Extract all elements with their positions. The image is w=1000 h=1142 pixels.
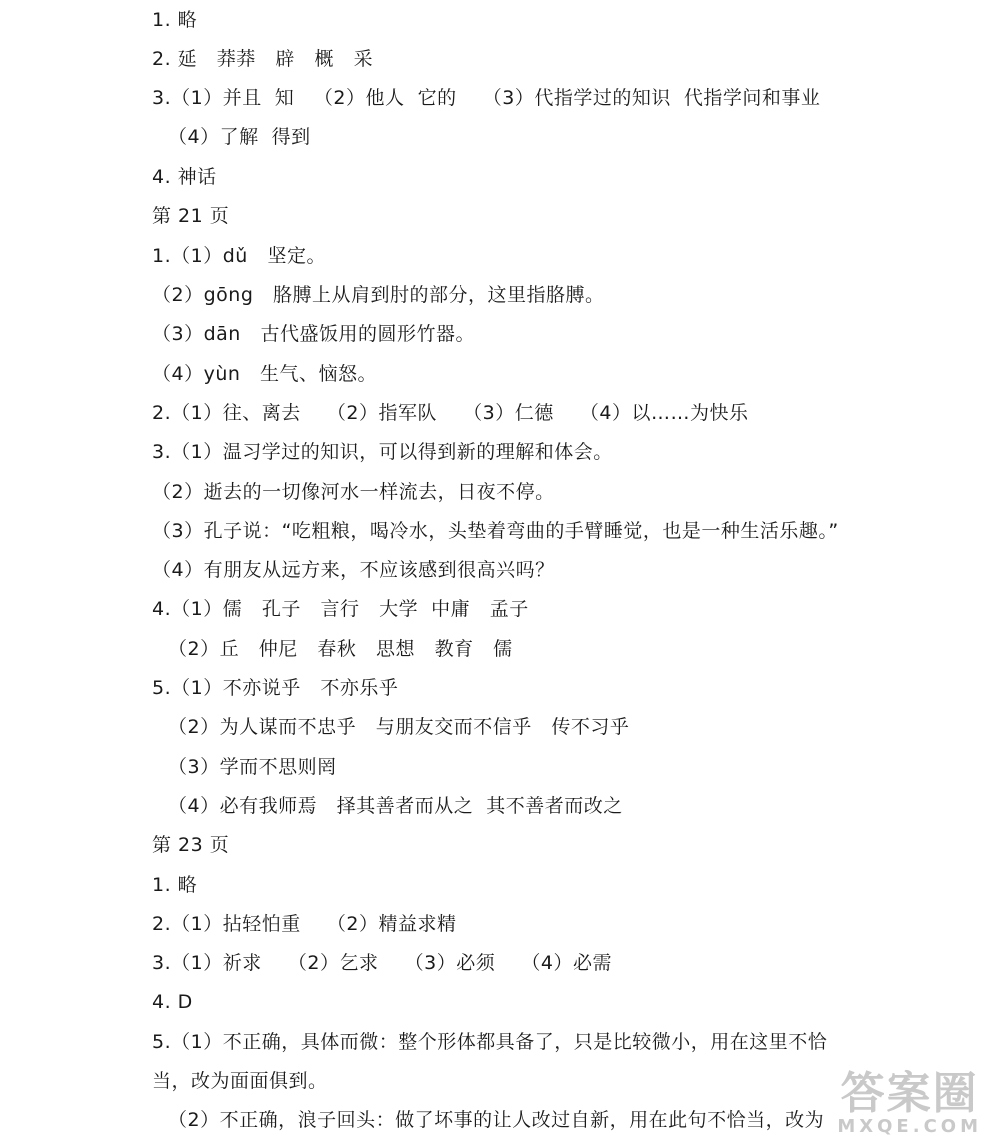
- answer-line: （3）学而不思则罔: [168, 756, 337, 778]
- answer-line: 3.（1）温习学过的知识，可以得到新的理解和体会。: [152, 441, 613, 463]
- answer-line: （2）不正确，浪子回头：做了坏事的让人改过自新，用在此句不恰当，改为: [168, 1109, 825, 1131]
- answer-line: （2）丘 仲尼 春秋 思想 教育 儒: [168, 638, 513, 660]
- answer-line: 2. 延 莽莽 辟 概 采: [152, 48, 374, 70]
- answer-line: （4）必有我师焉 择其善者而从之 其不善者而改之: [168, 795, 623, 817]
- answer-line: （4）yùn 生气、恼怒。: [152, 363, 378, 385]
- answer-line: （2）逝去的一切像河水一样流去，日夜不停。: [152, 481, 555, 503]
- answer-line: （4）有朋友从远方来，不应该感到很高兴吗？: [152, 559, 555, 581]
- answer-line: 2.（1）拈轻怕重 （2）精益求精: [152, 913, 457, 935]
- answer-line: 4. D: [152, 991, 193, 1013]
- site-watermark: [837, 1068, 982, 1137]
- answer-line: 第 21 页: [152, 205, 230, 227]
- answer-line: 1. 略: [152, 874, 198, 896]
- answer-line: 1. 略: [152, 9, 198, 31]
- watermark-domain-text: MXQE.COM: [837, 1116, 982, 1137]
- answer-line: 3.（1）祈求 （2）乞求 （3）必须 （4）必需: [152, 952, 612, 974]
- answer-line: （2）为人谋而不忠乎 与朋友交而不信乎 传不习乎: [168, 716, 630, 738]
- answer-line: 1.（1）dǔ 坚定。: [152, 245, 326, 267]
- answer-line: 当，改为面面俱到。: [152, 1070, 328, 1092]
- answer-line: 4.（1）儒 孔子 言行 大学 中庸 孟子: [152, 598, 529, 620]
- answer-line: 5.（1）不亦说乎 不亦乐乎: [152, 677, 399, 699]
- answer-line: （2）gōng 胳膊上从肩到肘的部分，这里指胳膊。: [152, 284, 605, 306]
- answer-line: （3）孔子说：“吃粗粮，喝冷水，头垫着弯曲的手臂睡觉，也是一种生活乐趣。”: [152, 520, 839, 542]
- answer-line: 2.（1）往、离去 （2）指军队 （3）仁德 （4）以……为快乐: [152, 402, 749, 424]
- answer-line: （3）dān 古代盛饭用的圆形竹器。: [152, 323, 475, 345]
- watermark-logo-text: 答案圈: [840, 1068, 979, 1119]
- answer-line: （4）了解 得到: [168, 126, 311, 148]
- answer-line: 5.（1）不正确，具体而微：整个形体都具备了，只是比较微小，用在这里不恰: [152, 1031, 828, 1053]
- answer-line: 4. 神话: [152, 166, 217, 188]
- answer-line: 3.（1）并且 知 （2）他人 它的 （3）代指学过的知识 代指学问和事业: [152, 87, 821, 109]
- answer-line: 第 23 页: [152, 834, 230, 856]
